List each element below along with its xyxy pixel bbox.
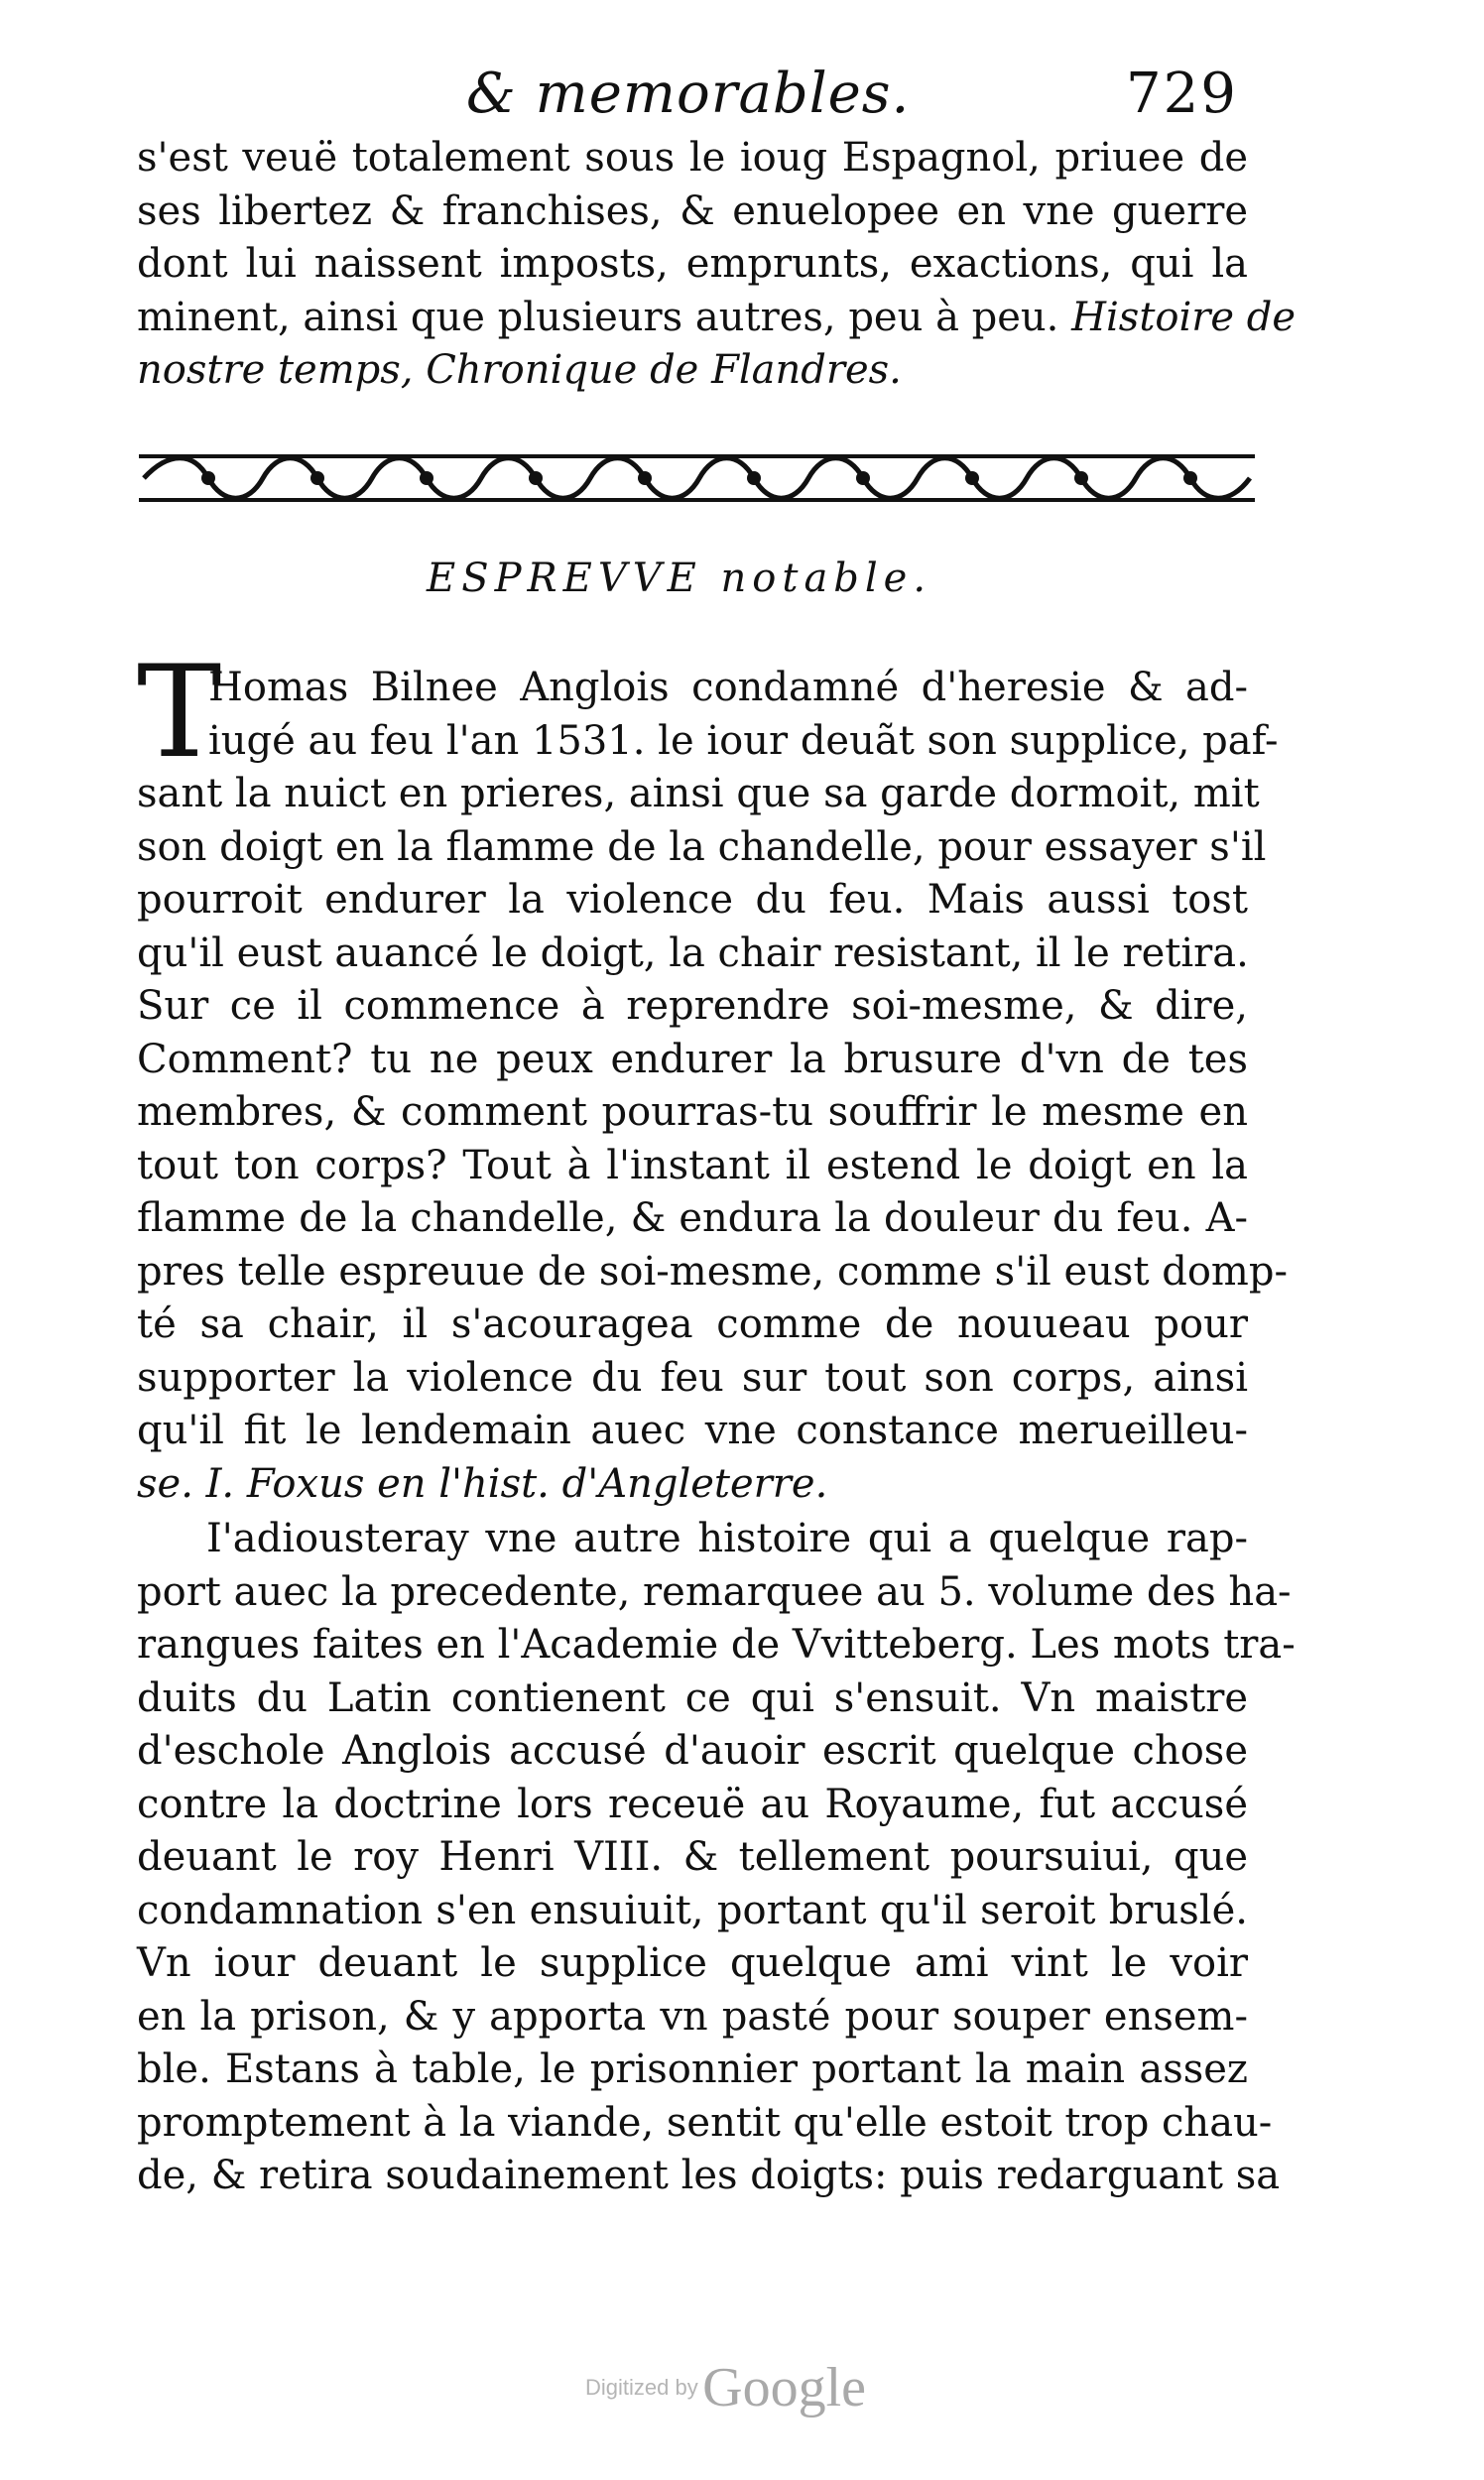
citation-line: se. I. Foxus en l'hist. d'Angleterre.: [137, 1460, 828, 1507]
text-line: promptement à la viande, sentit qu'elle estoit trop chau-: [137, 2099, 1273, 2146]
text-line: ses libertez & franchises, & enuelopee en vne guerre: [137, 187, 1248, 234]
text-line: dont lui naissent imposts, emprunts, exactions, qui la: [137, 241, 1248, 287]
digitization-watermark: [585, 2356, 866, 2419]
text-line: de, & retira soudainement les doigts: puis redarguant sa: [137, 2153, 1281, 2198]
text-line: s'est veuë totalement sous le ioug Espagnol, priuee de: [137, 135, 1248, 181]
story-paragraph-2: [137, 1513, 1296, 2203]
story-paragraph-1: [137, 662, 1288, 1511]
text-line: rangues faites en l'Academie de Vvitteberg. Les mots tra-: [137, 1622, 1296, 1668]
section-title: ESPREVVE notable.: [427, 556, 932, 601]
text-line: iugé au feu l'an 1531. le iour deuãt son supplice, paf-: [208, 717, 1279, 764]
text-line: d'eschole Anglois accusé d'auoir escrit quelque chose: [137, 1728, 1248, 1774]
text-line: supporter la violence du feu sur tout son corps, ainsi: [137, 1354, 1248, 1401]
text-line: pres telle espreuue de soi-mesme, comme s'il eust domp-: [137, 1248, 1288, 1295]
text-line: Sur ce il commence à reprendre soi-mesme, & dire,: [137, 983, 1248, 1029]
text-line: en la prison, & y apporta vn pasté pour souper ensem-: [137, 1993, 1248, 2040]
text-line: I'adiousteray vne autre histoire qui a quelque rap-: [206, 1516, 1248, 1561]
continuation-paragraph: [137, 132, 1297, 398]
text-line: contre la doctrine lors receuë au Royaume, fut accusé: [137, 1781, 1248, 1827]
text-line: té sa chair, il s'acouragea comme de nouueau pour: [137, 1302, 1248, 1347]
text-line: membres, & comment pourras-tu souffrir le mesme en: [137, 1089, 1248, 1135]
text-line: condamnation s'en ensuiuit, portant qu'il seroit bruslé.: [137, 1887, 1248, 1933]
text-line: Comment? tu ne peux endurer la brusure d'vn de tes: [137, 1036, 1248, 1082]
text-line: tout ton corps? Tout à l'instant il estend le doigt en la: [137, 1142, 1248, 1188]
citation-line: nostre temps, Chronique de Flandres.: [137, 347, 902, 393]
text-line: son doigt en la flamme de la chandelle, pour essayer s'il: [137, 823, 1267, 870]
text-line: deuant le roy Henri VIII. & tellement poursuiui, que: [137, 1834, 1248, 1880]
page-number: 729: [1126, 62, 1238, 126]
text-line: [137, 292, 1297, 345]
google-logo-text: Google: [702, 2357, 867, 2418]
text-line-start: minent, ainsi que plusieurs autres, peu à peu.: [137, 294, 1072, 340]
text-line: pourroit endurer la violence du feu. Mais aussi tost: [137, 877, 1248, 923]
text-line: ble. Estans à table, le prisonnier portant la main assez: [137, 2046, 1248, 2092]
citation-start: Histoire de: [1071, 294, 1297, 340]
text-line: sant la nuict en prieres, ainsi que sa garde dormoit, mit: [137, 771, 1260, 816]
running-title: & memorables.: [466, 62, 911, 126]
text-line: Vn iour deuant le supplice quelque ami vint le voir: [137, 1940, 1248, 1986]
text-line: duits du Latin contienent ce qui s'ensuit. Vn maistre: [137, 1674, 1248, 1721]
text-line: port auec la precedente, remarquee au 5. volume des ha-: [137, 1568, 1292, 1615]
text-line: qu'il eust auancé le doigt, la chair resistant, il le retira.: [137, 930, 1249, 976]
text-line: Homas Bilnee Anglois condamné d'heresie & ad-: [208, 665, 1248, 710]
text-line: qu'il fit le lendemain auec vne constance merueilleu-: [137, 1408, 1248, 1453]
digitized-by-label: Digitized by: [585, 2375, 698, 2400]
text-line: flamme de la chandelle, & endura la douleur du feu. A-: [137, 1195, 1248, 1241]
drop-cap: T: [137, 639, 222, 787]
ornamental-band: [139, 446, 1255, 510]
